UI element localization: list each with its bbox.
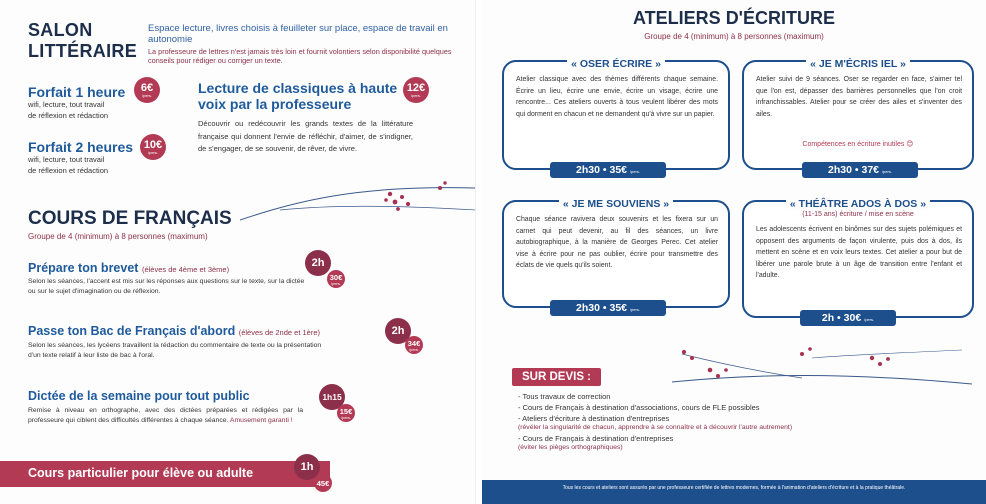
- box-oser-ecrire: [502, 60, 730, 170]
- ateliers-subtitle: Groupe de 4 (minimum) à 8 personnes (maximum): [644, 32, 824, 41]
- theatre-title: « THÉÂTRE ADOS À DOS »: [744, 194, 972, 212]
- devis-item: - Ateliers d'écriture à destination d'entreprises (révéler la singularité de chacun, apprendre à se connaître et à découvrir l'autre autrement): [518, 414, 793, 431]
- lecture-desc: Découvrir ou redécouvrir les grands textes de la littérature française qui donnent l'envie de réfléchir, d'aimer, de s'indigner, de s'engager, de se souvenir, de rêver, de vivre.: [198, 119, 413, 153]
- brevet-title: Prépare ton brevet (élèves de 4ème et 3ème): [28, 261, 230, 275]
- forfait1-title: Forfait 1 heure: [28, 84, 126, 100]
- brevet-duration-badge: 2h: [305, 250, 331, 276]
- mecris-note: Compétences en écriture inutiles 😊: [802, 141, 914, 148]
- forfait1-desc: wifi, lecture, tout travail de réflexion et rédaction: [28, 100, 109, 120]
- cours-title: COURS DE FRANÇAIS: [28, 208, 232, 229]
- oser-price-pill: 2h30 • 35€ /pers.: [550, 162, 666, 178]
- particulier-duration-badge: 1h: [294, 454, 320, 480]
- dictee-duration-badge: 1h15: [319, 384, 345, 410]
- souviens-title: « JE ME SOUVIENS »: [504, 194, 728, 212]
- dictee-price-badge: 15€ /pers.: [337, 404, 355, 422]
- right-page: [482, 0, 986, 504]
- dictee-desc: Remise à niveau en orthographe, avec des dictées préparées et rédigées par la professeure qui ciblent des difficultés différentes à chaque séance. Amusement garanti !: [28, 407, 303, 424]
- lecture-price-badge: 12€ /pers.: [403, 77, 429, 103]
- brevet-price-badge: 30€ /pers.: [327, 270, 345, 288]
- devis-item: - Cours de Français à destination d'associations, cours de FLE possibles: [518, 403, 760, 412]
- bac-duration-badge: 2h: [385, 318, 411, 344]
- forfait2-desc: wifi, lecture, tout travail de réflexion et rédaction: [28, 155, 109, 175]
- left-page: [0, 0, 476, 504]
- lecture-title: Lecture de classiques à haute voix par la professeure: [198, 80, 398, 112]
- dictee-title: Dictée de la semaine pour tout public: [28, 389, 250, 403]
- footer-banner: Tous les cours et ateliers sont assurés par une professeure certifiée de lettres modernes, formée à l'animation d'ateliers d'écriture et à la pratique théâtrale.: [482, 480, 986, 504]
- forfait2-title: Forfait 2 heures: [28, 139, 134, 155]
- salon-title: SALON LITTÉRAIRE: [28, 20, 137, 61]
- theatre-price-pill: 2h • 30€ /pers.: [800, 310, 896, 326]
- mecris-price-pill: 2h30 • 37€ /pers.: [802, 162, 918, 178]
- particulier-price-badge: 45€: [314, 474, 332, 492]
- forfait2-price-badge: 10€ /pers.: [140, 134, 166, 160]
- devis-label: SUR DEVIS :: [512, 368, 601, 386]
- devis-item: - Cours de Français à destination d'entreprises (éviter les pièges orthographiques): [518, 433, 674, 451]
- oser-desc: Atelier classique avec des thèmes différents chaque semaine. Écrire un lieu, écrire une envie, écrire un visage, écrire une rencontre... Ces ateliers ouverts à tous veulent libérer des mots qui dorment en chacun et ne demandent qu'à vivre sur un papier.: [516, 76, 718, 118]
- devis-item: - Tous travaux de correction: [518, 392, 611, 401]
- bac-desc: Selon les séances, les lycéens travaillent la rédaction du commentaire de texte ou la présentation d'un texte relatif à leur liste de bac à l'oral.: [28, 342, 322, 359]
- box-theatre: [742, 200, 974, 318]
- oser-title: « OSER ÉCRIRE »: [504, 54, 728, 72]
- box-je-me-souviens: [502, 200, 730, 308]
- cours-subtitle: Groupe de 4 (minimum) à 8 personnes (maximum): [28, 232, 208, 241]
- devis-list: [518, 392, 938, 453]
- branch-decoration-1: [240, 180, 476, 232]
- theatre-note: (11-15 ans) écriture / mise en scène: [802, 211, 914, 218]
- branch-decoration-2: [662, 344, 972, 388]
- mecris-desc: Atelier suivi de 9 séances. Oser se regarder en face, s'aimer tel que l'on est, dépasser des barrières personnelles que l'on croit infranchissables. Atelier pour se créer des ailes et s'inventer des ailes.: [756, 76, 962, 118]
- forfait1-price-badge: 6€ /pers.: [134, 77, 160, 103]
- souviens-price-pill: 2h30 • 35€ /pers.: [550, 300, 666, 316]
- theatre-desc: Les adolescents écrivent en binômes sur des sujets polémiques et opposent des arguments de façon virulente, puis dos à dos, ils mettent en scène et en voix leurs textes. Cet atelier a pour but de libérer une parole brute à un âge de transition entre l'enfant et l'adulte.: [756, 226, 962, 279]
- ateliers-title: ATELIERS D'ÉCRITURE: [633, 8, 835, 28]
- bac-price-badge: 34€ /pers.: [405, 336, 423, 354]
- salon-desc: Espace lecture, livres choisis à feuilleter sur place, espace de travail en autonomie: [148, 23, 448, 45]
- bac-title: Passe ton Bac de Français d'abord (élèves de 2nde et 1ère): [28, 324, 321, 338]
- souviens-desc: Chaque séance raviverа deux souvenirs et les fixera sur un carnet qui peut devenir, au fil des séances, un livre autobiographique, à la manière de Georges Perec. Cet atelier vise à écrire pour ne pas oublier, écrire pour transmettre des éclats de vie quels qu'ils soient.: [516, 216, 718, 269]
- cours-particulier-banner: Cours particulier pour élève ou adulte: [0, 461, 330, 487]
- brevet-desc: Selon les séances, l'accent est mis sur les réponses aux questions sur le texte, sur la dictée ou sur le sujet d'imagination ou de réflexion.: [28, 278, 305, 295]
- salon-note: La professeure de lettres n'est jamais très loin et fournit volontiers selon disponibilité quelques conseils pour rédiger ou corriger un texte.: [148, 47, 452, 65]
- mecris-title: « JE M'ÉCRIS IEL »: [744, 54, 972, 72]
- box-je-mecris: [742, 60, 974, 170]
